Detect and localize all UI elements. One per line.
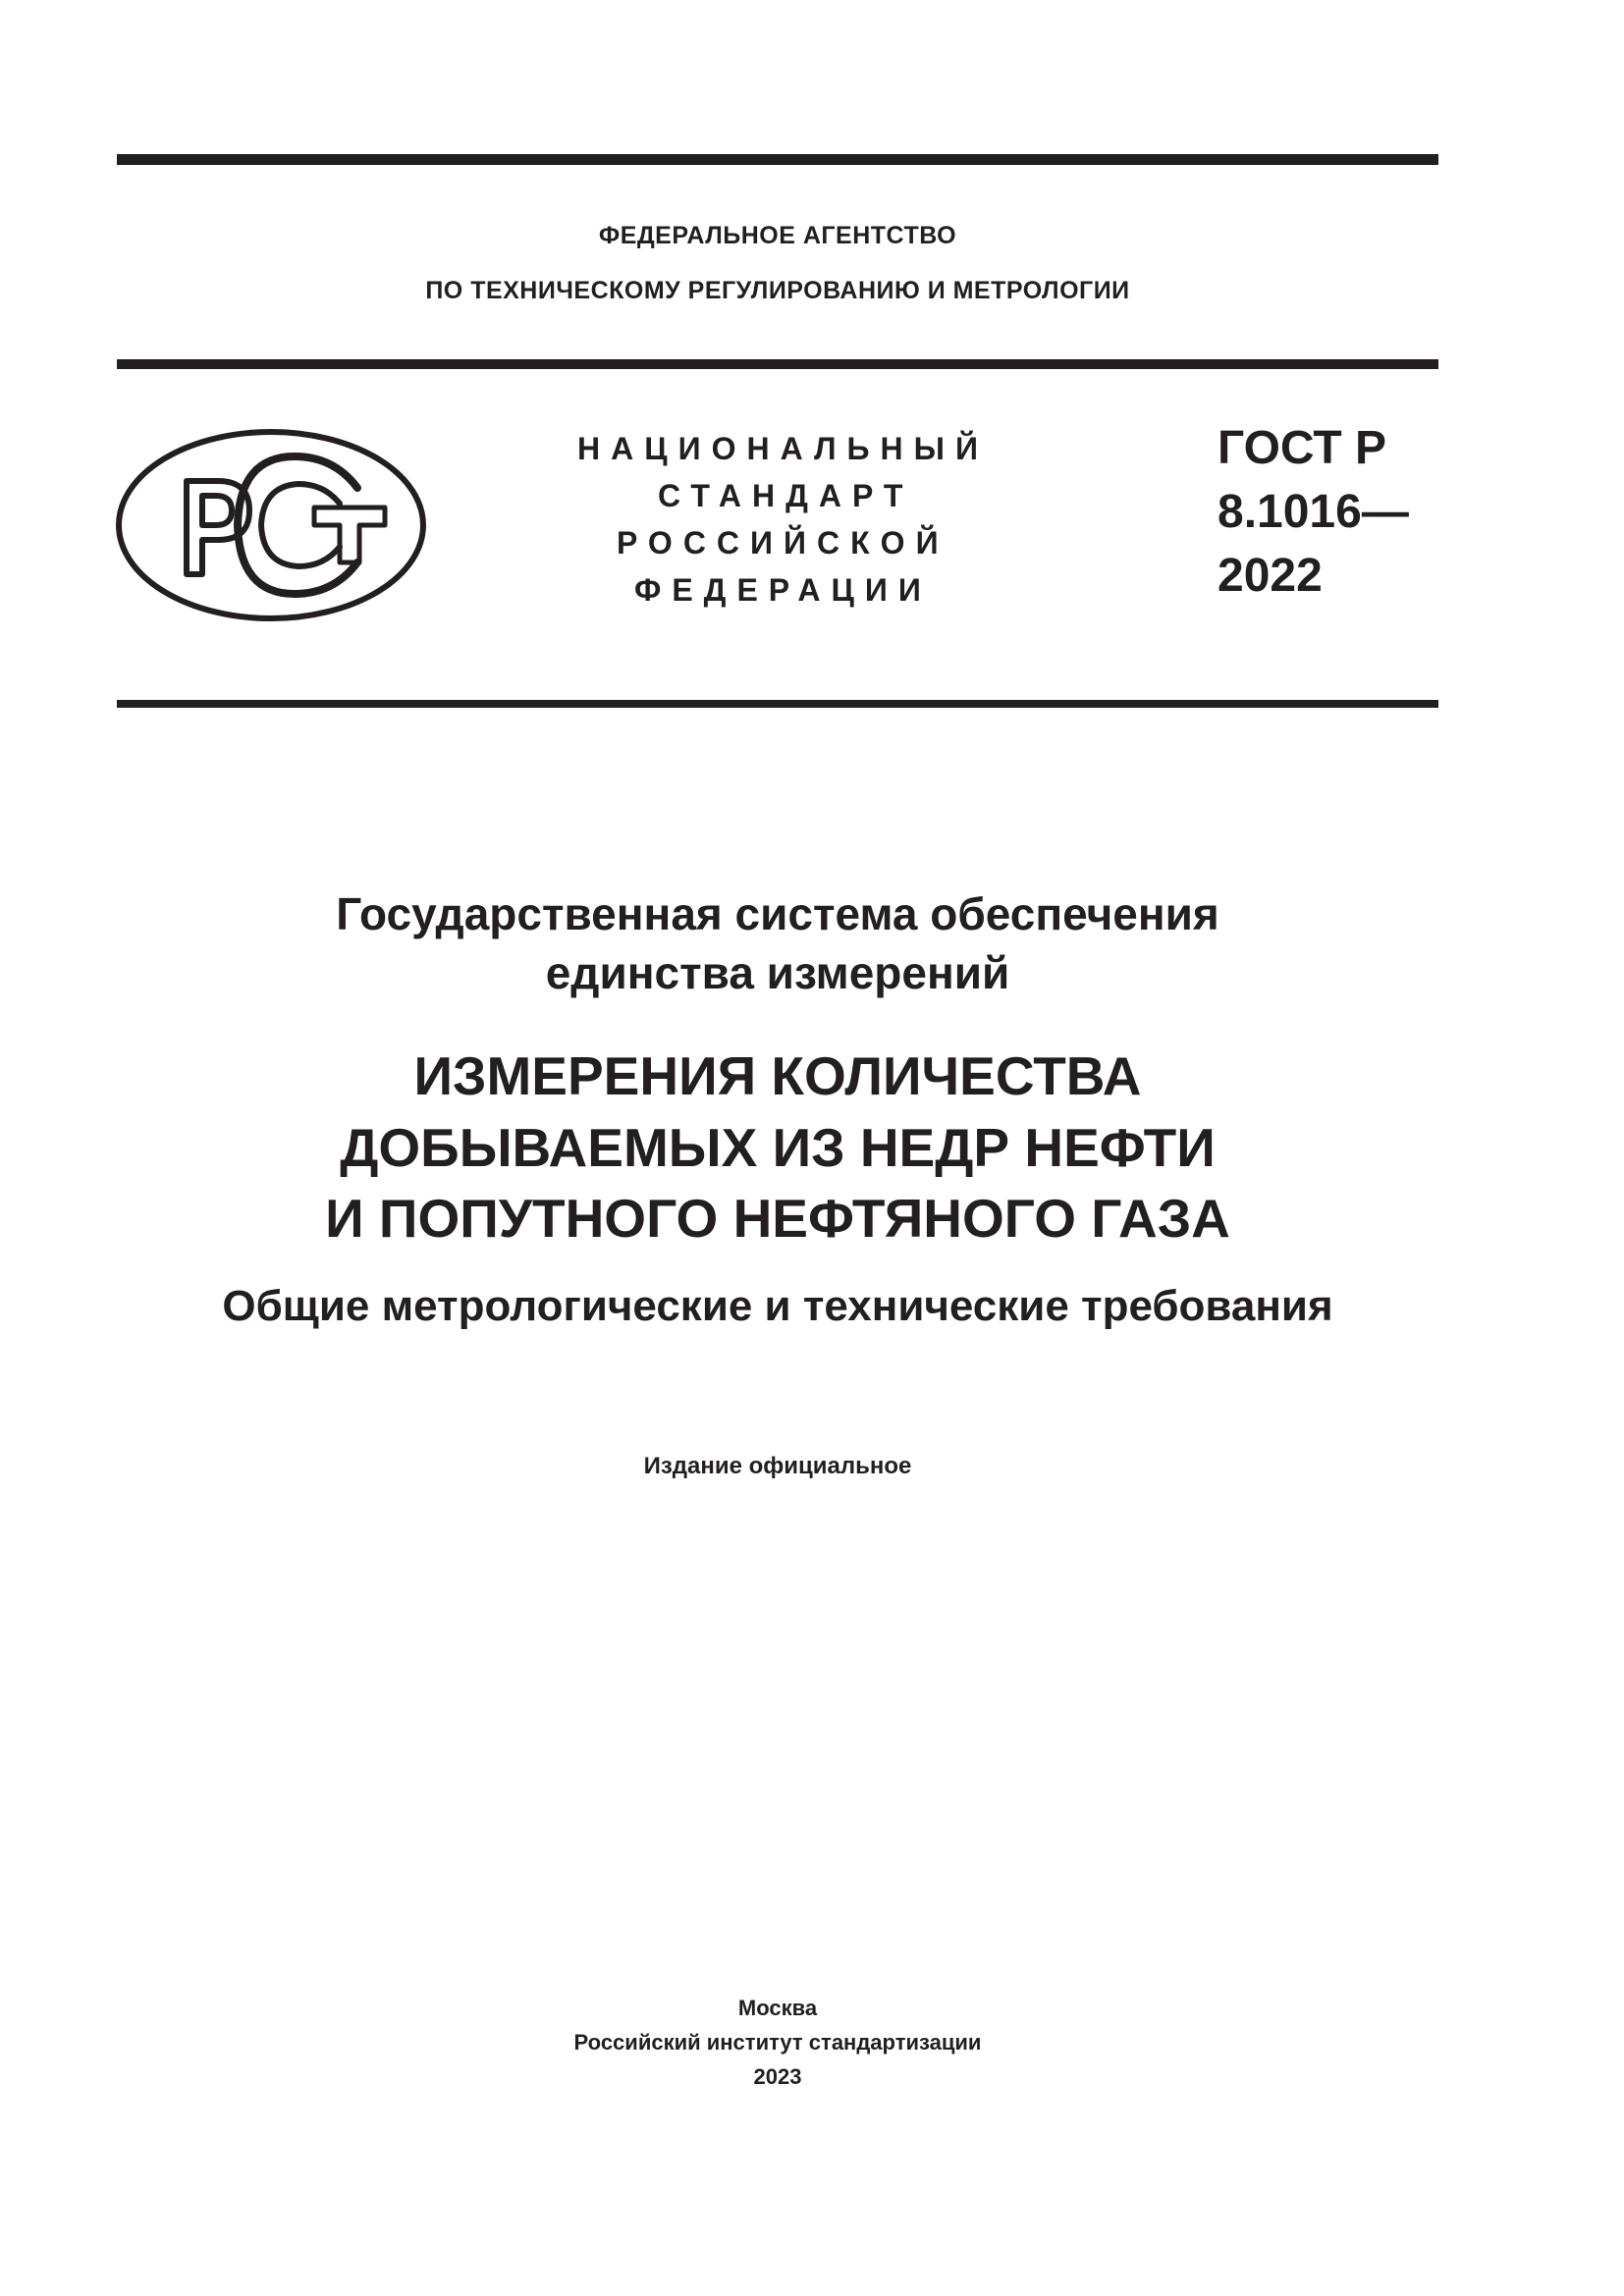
rst-logo-icon: [114, 427, 428, 623]
imprint: [117, 1991, 1438, 2095]
series-title: [117, 885, 1438, 1003]
rst-logo: [114, 427, 428, 623]
imprint-publisher: Российский институт стандартизации: [573, 2030, 982, 2056]
imprint-year: 2023: [753, 2064, 802, 2090]
section-rule: [117, 700, 1438, 708]
national-standard-line-2: СТАНДАРТ: [658, 478, 914, 513]
document-subtitle: Общие метрологические и технические требования: [222, 1282, 1333, 1330]
series-line-2: единства измерений: [545, 946, 1010, 998]
national-standard-line-3: РОССИЙСКОЙ: [617, 525, 949, 561]
imprint-city: Москва: [737, 1996, 818, 2020]
national-standard-line-1: НАЦИОНАЛЬНЫЙ: [577, 431, 989, 466]
designation-line-2: 8.1016—: [1218, 485, 1409, 538]
agency-line-1: ФЕДЕРАЛЬНОЕ АГЕНТСТВО: [598, 222, 957, 249]
national-standard-line-4: ФЕДЕРАЦИИ: [634, 572, 932, 608]
document-title: [117, 1041, 1438, 1255]
agency-line-2: ПО ТЕХНИЧЕСКОМУ РЕГУЛИРОВАНИЮ И МЕТРОЛОГИИ: [425, 277, 1130, 304]
designation-line-1: ГОСТ Р: [1218, 422, 1387, 474]
standard-designation: [1218, 417, 1443, 608]
title-line-3: И ПОПУТНОГО НЕФТЯНОГО ГАЗА: [325, 1188, 1230, 1250]
series-line-1: Государственная система обеспечения: [336, 888, 1219, 939]
header-rule: [117, 359, 1438, 369]
edition-note: Издание официальное: [643, 1453, 912, 1479]
top-rule: [117, 154, 1438, 165]
designation-line-3: 2022: [1218, 549, 1323, 602]
title-line-1: ИЗМЕРЕНИЯ КОЛИЧЕСТВА: [413, 1045, 1142, 1106]
national-standard-block: [550, 425, 1001, 614]
title-line-2: ДОБЫВАЕМЫХ ИЗ НЕДР НЕФТИ: [340, 1116, 1216, 1178]
